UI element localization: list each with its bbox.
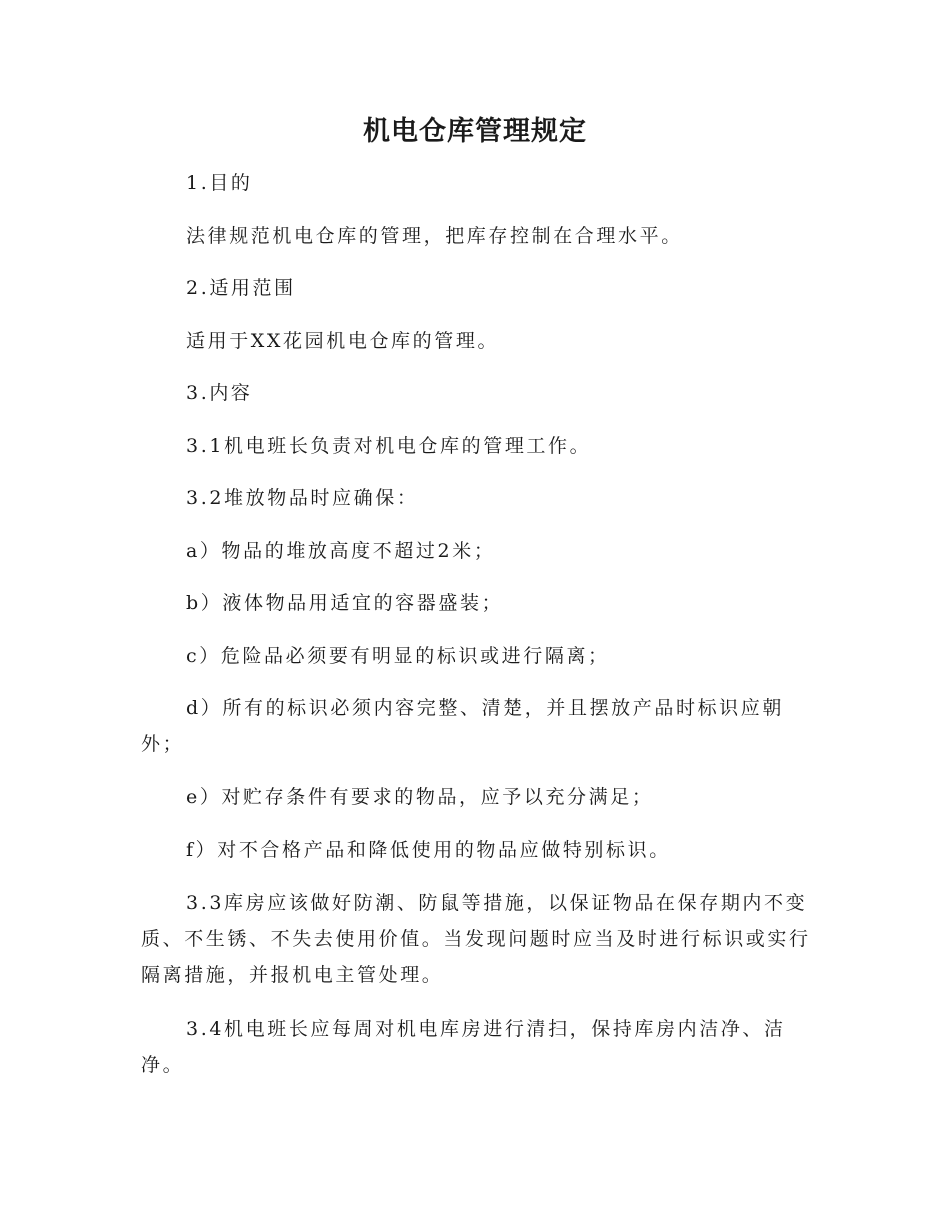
list-item-f: f）对不合格产品和降低使用的物品应做特别标识。 (186, 839, 671, 861)
clause-3-4: 3.4机电班长应每周对机电库房进行清扫，保持库房内洁净、洁净。 (141, 1018, 786, 1076)
list-item-a: a）物品的堆放高度不超过2米； (186, 540, 496, 562)
section-heading-purpose: 1.目的 (186, 172, 253, 194)
list-item-e: e）对贮存条件有要求的物品，应予以充分满足； (186, 786, 654, 808)
clause-3-1: 3.1机电班长负责对机电仓库的管理工作。 (186, 435, 592, 457)
paragraph-scope: 适用于XX花园机电仓库的管理。 (186, 330, 500, 352)
paragraph-purpose: 法律规范机电仓库的管理，把库存控制在合理水平。 (186, 225, 683, 247)
list-item-c: c）危险品必须要有明显的标识或进行隔离； (186, 645, 610, 667)
section-heading-scope: 2.适用范围 (186, 277, 296, 299)
document-title: 机电仓库管理规定 (363, 116, 587, 147)
clause-3-2: 3.2堆放物品时应确保： (186, 487, 419, 509)
list-item-b: b）液体物品用适宜的容器盛装； (186, 592, 504, 614)
clause-3-3: 3.3库房应该做好防潮、防鼠等措施，以保证物品在保存期内不变质、不生锈、不失去使用价值。当发现问题时应当及时进行标识或实行隔离措施，并报机电主管处理。 (141, 892, 811, 986)
list-item-d: d）所有的标识必须内容完整、清楚，并且摆放产品时标识应朝外； (141, 697, 784, 755)
section-heading-content: 3.内容 (186, 382, 253, 404)
